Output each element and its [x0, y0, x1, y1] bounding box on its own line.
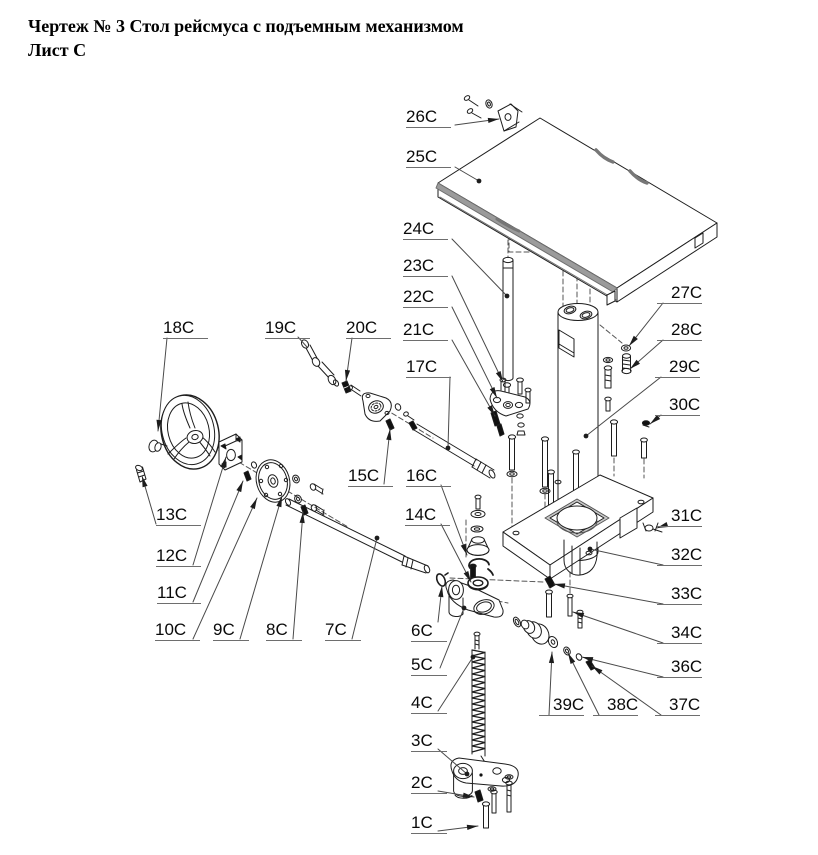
- callout-15C: 15C: [348, 466, 393, 487]
- leader-dot-24C: [505, 294, 510, 299]
- callout-22C: 22C: [403, 287, 448, 308]
- callout-13C: 13C: [156, 505, 201, 526]
- leader-line-17C: [448, 377, 450, 448]
- leader-arrow-26C: [488, 118, 499, 123]
- callout-3C: 3C: [411, 731, 447, 752]
- bolt-13c: [135, 464, 146, 482]
- callout-34C: 34C: [657, 623, 702, 644]
- callout-23C: 23C: [403, 256, 448, 277]
- callout-14C: 14C: [405, 505, 450, 526]
- leader-line-34C: [573, 612, 663, 643]
- callout-21C: 21C: [403, 320, 448, 341]
- callout-8C: 8C: [266, 620, 302, 641]
- leader-arrow-14C: [464, 571, 471, 582]
- callout-7C: 7C: [325, 620, 361, 641]
- callout-12C: 12C: [156, 546, 201, 567]
- callout-31C: 31C: [657, 506, 702, 527]
- leader-line-23C: [452, 276, 503, 382]
- leader-dot-7C: [375, 536, 380, 541]
- callout-20C: 20C: [346, 318, 391, 339]
- drawing-number: Чертеж № 3 Стол рейсмуса с подъемным механизмом: [28, 16, 464, 36]
- leader-dot-29C: [584, 434, 589, 439]
- rod-flange-21c-22c-23c: [490, 378, 531, 436]
- callout-4C: 4C: [411, 693, 447, 714]
- leader-arrow-10C: [250, 498, 257, 509]
- callout-36C: 36C: [657, 657, 702, 678]
- leader-dot-17C: [446, 446, 451, 451]
- callout-6C: 6C: [411, 621, 447, 642]
- leader-dot-25C: [477, 179, 482, 184]
- bracket-5c-6c: [435, 564, 503, 617]
- callout-1C: 1C: [411, 813, 447, 834]
- leader-line-24C: [452, 239, 507, 296]
- leader-arrow-33C: [554, 583, 565, 588]
- leader-line-9C: [240, 496, 282, 639]
- callout-30C: 30C: [655, 395, 700, 416]
- leader-arrow-37C: [592, 666, 602, 674]
- leader-arrow-23C: [496, 371, 503, 382]
- leader-arrow-27C: [629, 336, 638, 346]
- callout-24C: 24C: [403, 219, 448, 240]
- callout-37C: 37C: [655, 695, 700, 716]
- callout-5C: 5C: [411, 655, 447, 676]
- handwheel-18c: [147, 389, 226, 476]
- callout-18C: 18C: [163, 318, 208, 339]
- leader-arrow-38C: [568, 653, 575, 664]
- gearbox-15c: [347, 385, 414, 430]
- tabletop-part-25c: [436, 118, 717, 305]
- callout-2C: 2C: [411, 773, 447, 794]
- leader-dot-3C: [465, 772, 470, 777]
- callout-38C: 38C: [593, 695, 638, 716]
- leader-arrow-15C: [386, 429, 391, 440]
- leader-arrow-6C: [438, 586, 443, 597]
- callout-16C: 16C: [406, 466, 451, 487]
- leader-dot-32C: [588, 547, 593, 552]
- callout-28C: 28C: [657, 320, 702, 341]
- leader-arrow-13C: [142, 476, 148, 487]
- callout-17C: 17C: [406, 357, 451, 378]
- spring-4c: [472, 632, 488, 767]
- callout-26C: 26C: [406, 107, 451, 128]
- base-plate-32c: [503, 475, 662, 579]
- leader-arrow-20C: [345, 370, 350, 381]
- callout-32C: 32C: [657, 545, 702, 566]
- lift-rod-24c: [503, 257, 523, 395]
- leader-line-10C: [193, 498, 257, 639]
- callout-27C: 27C: [657, 283, 702, 304]
- leader-dot-4C: [471, 655, 476, 660]
- pin-20c: [342, 381, 351, 393]
- callout-19C: 19C: [265, 318, 310, 339]
- callout-33C: 33C: [657, 584, 702, 605]
- leader-arrow-11C: [236, 481, 243, 492]
- column-fasteners-27c-28c-30c: [603, 345, 649, 458]
- callout-25C: 25C: [406, 147, 451, 168]
- callout-10C: 10C: [155, 620, 200, 641]
- leader-dot-5C: [462, 606, 467, 611]
- mount-bracket-26c: [463, 95, 522, 131]
- callout-11C: 11C: [157, 583, 201, 604]
- leader-line-32C: [590, 549, 663, 565]
- sheet-label: Лист С: [28, 40, 87, 60]
- callout-9C: 9C: [213, 620, 249, 641]
- callout-39C: 39C: [539, 695, 584, 716]
- leader-arrow-1C: [467, 825, 478, 830]
- callout-29C: 29C: [655, 357, 700, 378]
